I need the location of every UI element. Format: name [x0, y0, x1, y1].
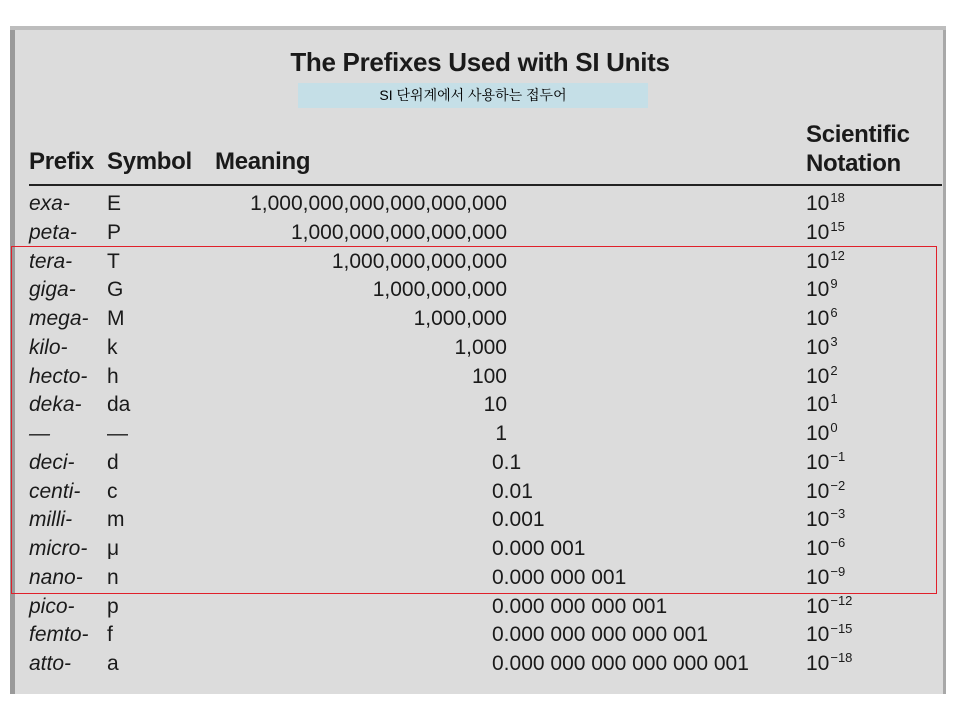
- prefix-cell: femto-: [29, 623, 89, 647]
- symbol-cell: k: [107, 335, 118, 359]
- notation-exponent: −2: [830, 477, 846, 493]
- notation-base: 10: [806, 450, 830, 474]
- meaning-cell: 100: [471, 364, 507, 388]
- prefix-cell: exa-: [29, 192, 70, 215]
- meaning-cell: 1,000,000,000,000,000: [290, 220, 507, 244]
- column-header-scientific-notation: [806, 120, 910, 178]
- table-row: [0, 650, 960, 678]
- notation-exponent: 15: [830, 218, 845, 234]
- column-header-sci-line2: Notation: [806, 150, 901, 177]
- meaning-cell: 1,000,000,000,000: [331, 249, 507, 273]
- prefix-cell: deka-: [29, 393, 82, 417]
- meaning-cell: 0.000 000 000 001: [492, 594, 668, 618]
- page-title: The Prefixes Used with SI Units: [290, 47, 670, 77]
- prefix-cell: mega-: [29, 307, 89, 330]
- symbol-cell: m: [107, 508, 125, 532]
- notation-base: 10: [806, 623, 830, 647]
- symbol-cell: G: [107, 278, 124, 302]
- notation-exponent: 9: [830, 276, 838, 292]
- notation-base: 10: [806, 364, 830, 388]
- notation-exponent: −12: [830, 592, 853, 608]
- prefix-cell: nano-: [29, 565, 83, 589]
- prefix-cell: tera-: [29, 249, 73, 273]
- scientific-notation-cell: [806, 593, 852, 621]
- header-rule: [29, 184, 942, 186]
- symbol-cell: —: [107, 422, 128, 445]
- notation-base: 10: [806, 652, 830, 675]
- notation-exponent: 2: [830, 362, 838, 378]
- meaning-cell: 10: [483, 393, 507, 417]
- notation-exponent: 18: [830, 190, 845, 205]
- notation-exponent: 3: [830, 333, 838, 349]
- meaning-cell: 1,000,000,000: [372, 278, 507, 302]
- prefix-cell: milli-: [29, 508, 73, 532]
- meaning-cell: 0.000 000 001: [492, 565, 627, 589]
- notation-base: 10: [806, 393, 830, 417]
- table-row: [0, 621, 960, 649]
- notation-base: 10: [806, 278, 830, 302]
- prefix-cell: kilo-: [29, 335, 68, 359]
- meaning-cell: 0.1: [492, 450, 522, 474]
- symbol-cell: a: [107, 652, 119, 675]
- notation-base: 10: [806, 307, 830, 330]
- meaning-cell: 1,000,000,000,000,000,000: [250, 192, 507, 215]
- meaning-cell: 0.01: [492, 479, 533, 503]
- notation-exponent: −6: [830, 535, 846, 550]
- notation-exponent: 12: [830, 247, 845, 263]
- prefix-cell: pico-: [29, 594, 75, 618]
- symbol-cell: E: [107, 192, 122, 215]
- notation-base: 10: [806, 479, 830, 503]
- symbol-cell: M: [107, 307, 125, 330]
- meaning-cell: 1,000,000: [413, 307, 507, 330]
- notation-exponent: −18: [830, 650, 853, 665]
- symbol-cell: d: [107, 450, 119, 474]
- symbol-cell: p: [107, 594, 119, 618]
- column-header-sci-line1: Scientific: [806, 121, 910, 148]
- notation-base: 10: [806, 220, 830, 244]
- notation-base: 10: [806, 565, 830, 589]
- notation-exponent: 6: [830, 305, 838, 320]
- table-row: [0, 593, 960, 621]
- symbol-cell: n: [107, 565, 119, 589]
- prefix-cell: hecto-: [29, 364, 88, 388]
- meaning-cell: 1: [495, 422, 507, 445]
- meaning-cell: 0.000 000 000 000 000 001: [492, 652, 749, 675]
- notation-exponent: −3: [830, 506, 846, 522]
- meaning-cell: 0.000 001: [492, 537, 586, 560]
- highlight-box: [11, 246, 937, 594]
- notation-base: 10: [806, 422, 830, 445]
- notation-exponent: 1: [830, 391, 838, 407]
- notation-exponent: −1: [830, 448, 846, 464]
- prefix-cell: centi-: [29, 479, 81, 503]
- prefix-cell: peta-: [29, 220, 77, 244]
- table-row: [0, 190, 960, 218]
- symbol-cell: h: [107, 364, 119, 388]
- notation-base: 10: [806, 249, 830, 273]
- scientific-notation-cell: [806, 190, 845, 218]
- scientific-notation-cell: [806, 650, 852, 678]
- symbol-cell: P: [107, 220, 122, 244]
- symbol-cell: da: [107, 393, 131, 417]
- symbol-cell: c: [107, 479, 118, 503]
- prefix-cell: micro-: [29, 537, 88, 560]
- meaning-cell: 0.001: [492, 508, 545, 532]
- column-header-prefix: Prefix: [29, 148, 94, 175]
- scientific-notation-cell: [806, 219, 845, 247]
- column-header-meaning: Meaning: [215, 148, 311, 175]
- prefix-cell: —: [29, 422, 50, 445]
- notation-base: 10: [806, 537, 830, 560]
- meaning-cell: 0.000 000 000 000 001: [492, 623, 709, 647]
- caption-label: SI 단위계에서 사용하는 접두어: [298, 83, 648, 108]
- notation-exponent: −15: [830, 621, 853, 637]
- prefix-cell: atto-: [29, 652, 72, 675]
- scientific-notation-cell: [806, 621, 852, 649]
- symbol-cell: μ: [107, 537, 120, 560]
- symbol-cell: T: [107, 249, 120, 273]
- column-header-symbol: Symbol: [107, 148, 192, 175]
- meaning-cell: 1,000: [454, 335, 507, 359]
- prefix-cell: giga-: [29, 278, 76, 302]
- notation-base: 10: [806, 335, 830, 359]
- symbol-cell: f: [107, 623, 113, 647]
- notation-base: 10: [806, 508, 830, 532]
- notation-exponent: −9: [830, 563, 846, 579]
- notation-base: 10: [806, 594, 830, 618]
- prefix-cell: deci-: [29, 450, 75, 474]
- notation-base: 10: [806, 192, 830, 215]
- notation-exponent: 0: [830, 420, 838, 435]
- table-row: [0, 219, 960, 247]
